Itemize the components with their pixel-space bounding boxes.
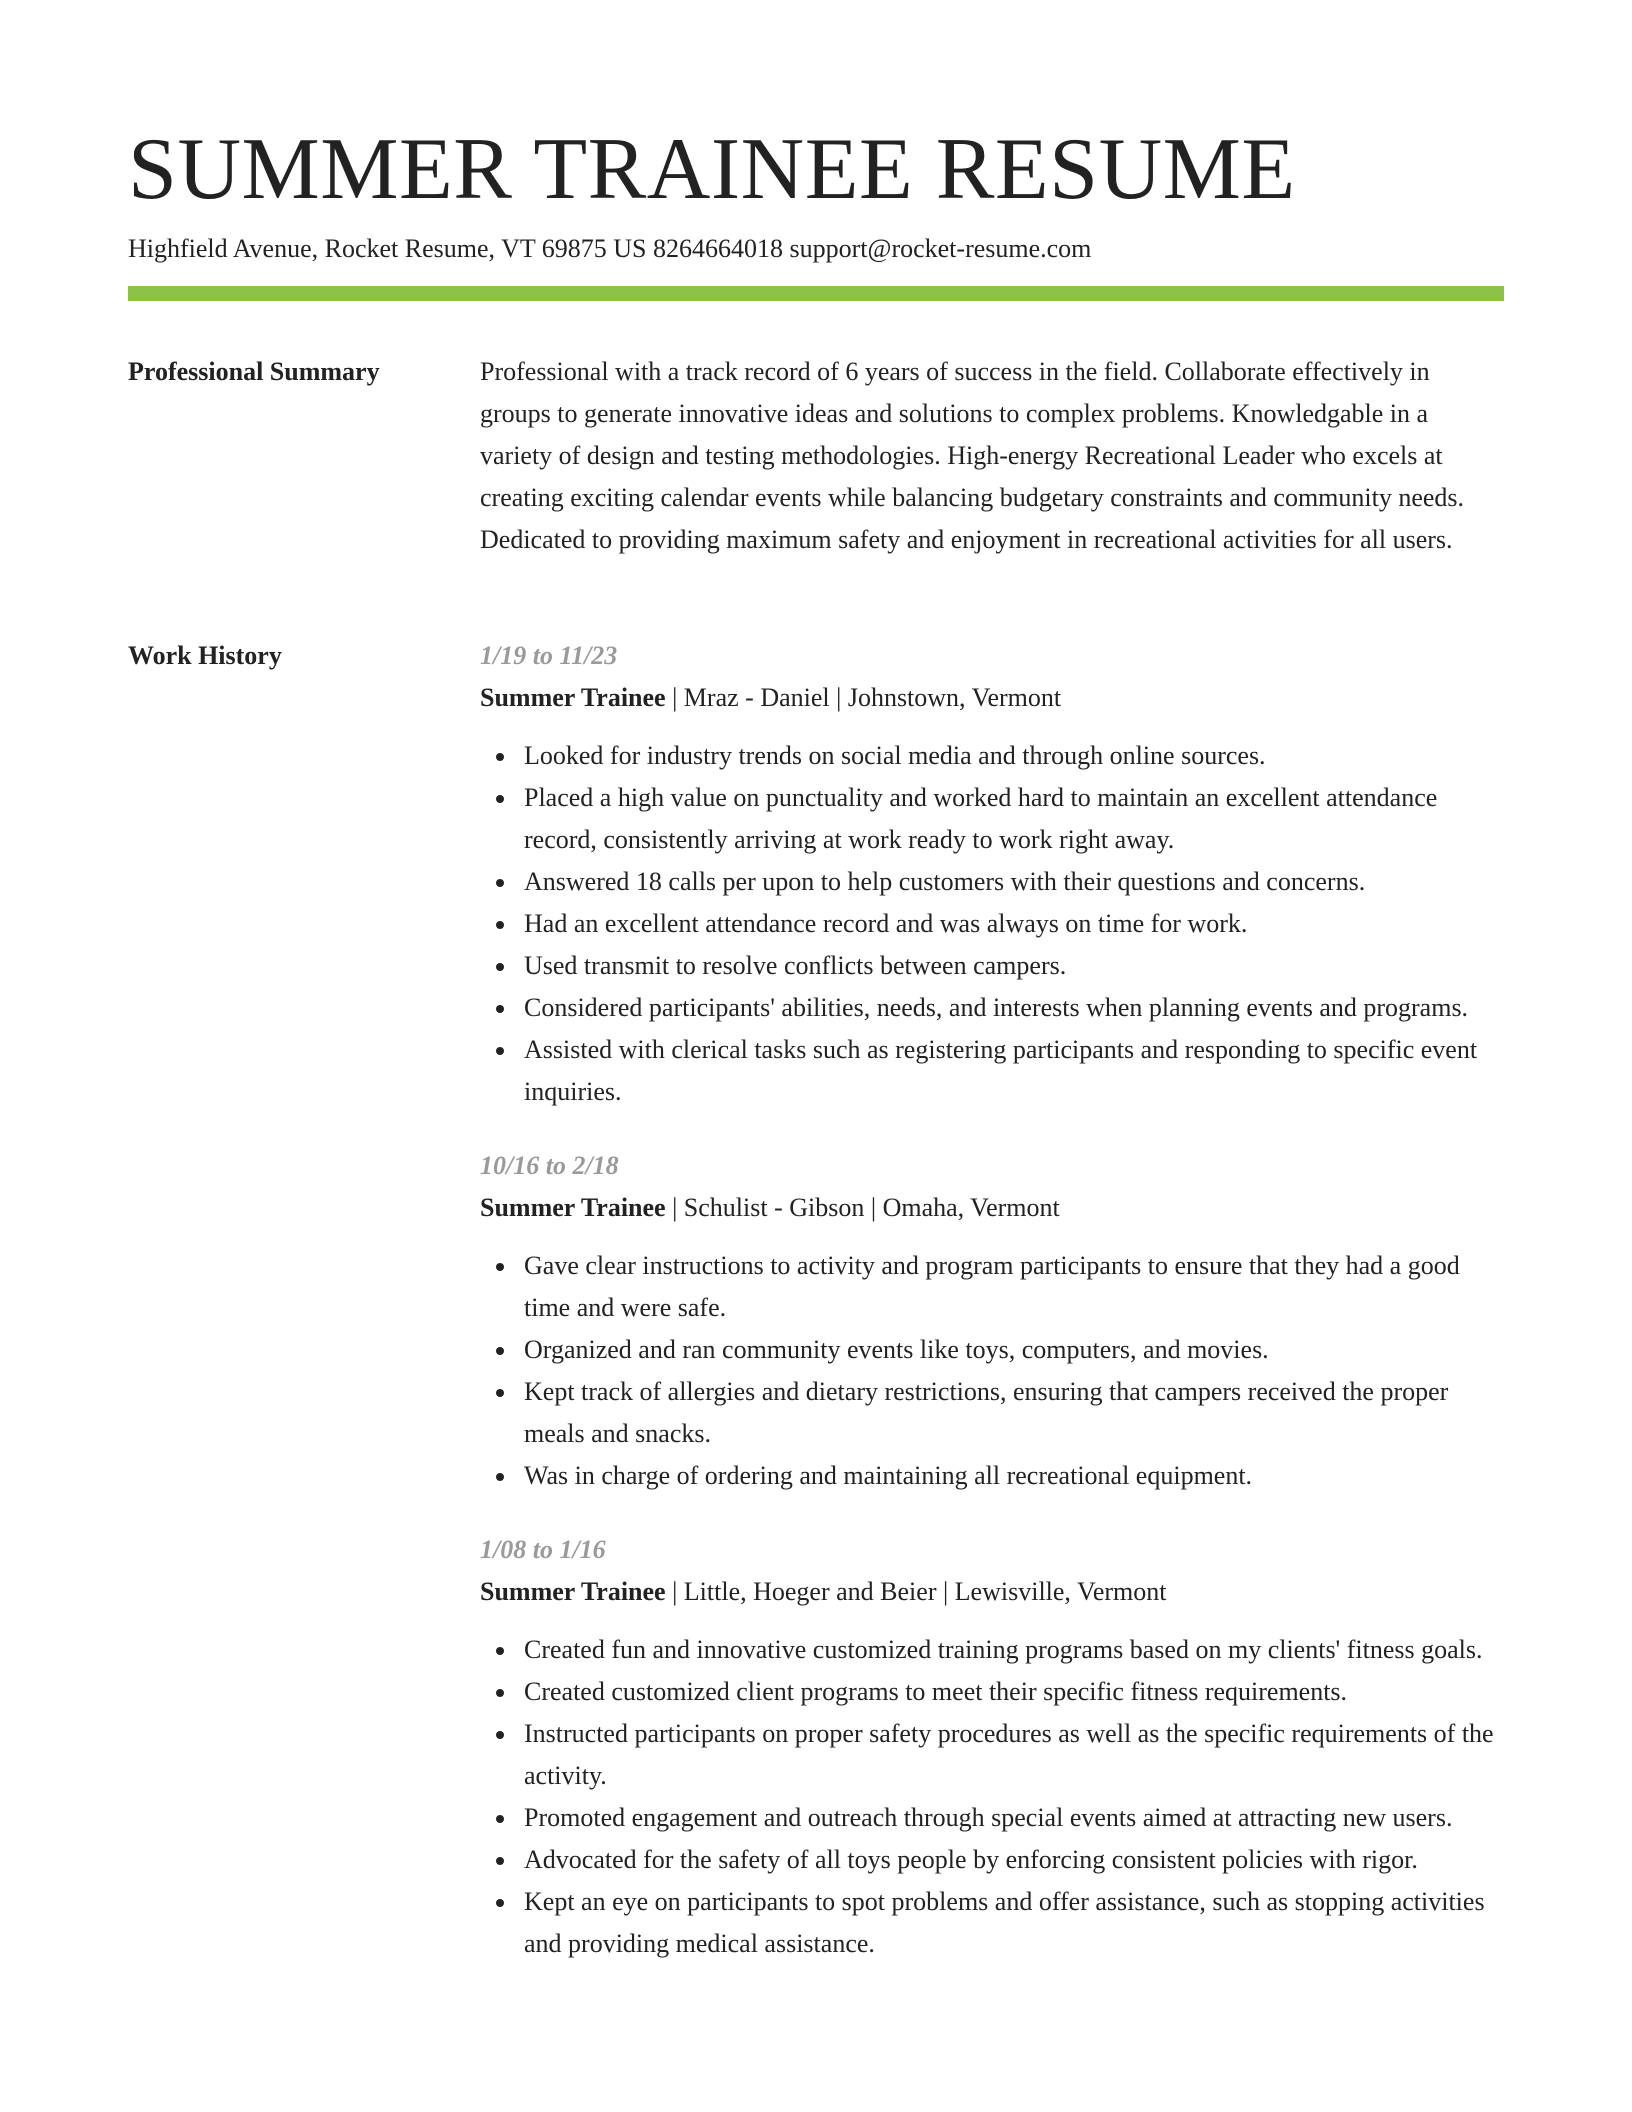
job-entry xyxy=(480,1145,1504,1497)
job-bullet-list xyxy=(480,1245,1504,1497)
job-bullet: Created fun and innovative customized training programs based on my clients' fitness goals. xyxy=(524,1629,1504,1671)
job-bullet: Created customized client programs to meet their specific fitness requirements. xyxy=(524,1671,1504,1713)
job-entry xyxy=(480,635,1504,1113)
job-bullet: Used transmit to resolve conflicts between campers. xyxy=(524,945,1504,987)
job-bullet: Was in charge of ordering and maintaining all recreational equipment. xyxy=(524,1455,1504,1497)
job-bullet: Promoted engagement and outreach through special events aimed at attracting new users. xyxy=(524,1797,1504,1839)
job-bullet: Looked for industry trends on social media and through online sources. xyxy=(524,735,1504,777)
resume-title: SUMMER TRAINEE RESUME xyxy=(128,121,1296,218)
summary-body xyxy=(480,351,1504,561)
job-dates: 1/08 to 1/16 xyxy=(480,1535,606,1564)
work-history-body xyxy=(480,635,1504,1997)
job-bullet: Kept an eye on participants to spot problems and offer assistance, such as stopping activities and providing medical assistance. xyxy=(524,1881,1504,1965)
job-bullet: Answered 18 calls per upon to help customers with their questions and concerns. xyxy=(524,861,1504,903)
job-bullet-list xyxy=(480,735,1504,1113)
job-bullet: Organized and ran community events like toys, computers, and movies. xyxy=(524,1329,1504,1371)
contact-line: Highfield Avenue, Rocket Resume, VT 69875 US 8264664018 support@rocket-resume.com xyxy=(128,234,1092,263)
job-title: Summer Trainee xyxy=(480,1577,666,1606)
job-bullet: Advocated for the safety of all toys people by enforcing consistent policies with rigor. xyxy=(524,1839,1504,1881)
job-employer-location: | Little, Hoeger and Beier | Lewisville, Vermont xyxy=(665,1577,1167,1606)
job-title: Summer Trainee xyxy=(480,1193,666,1222)
job-title-line xyxy=(480,1187,1504,1229)
job-bullet: Assisted with clerical tasks such as registering participants and responding to specific event inquiries. xyxy=(524,1029,1504,1113)
job-dates: 1/19 to 11/23 xyxy=(480,641,618,670)
job-bullet: Gave clear instructions to activity and program participants to ensure that they had a good time and were safe. xyxy=(524,1245,1504,1329)
job-dates: 10/16 to 2/18 xyxy=(480,1151,619,1180)
job-bullet: Considered participants' abilities, needs, and interests when planning events and programs. xyxy=(524,987,1504,1029)
section-label-summary: Professional Summary xyxy=(128,357,380,386)
job-title-line xyxy=(480,1571,1504,1613)
job-employer-location: | Mraz - Daniel | Johnstown, Vermont xyxy=(665,683,1062,712)
job-entry xyxy=(480,1529,1504,1965)
section-label-work-history: Work History xyxy=(128,641,282,670)
job-bullet-list xyxy=(480,1629,1504,1965)
job-bullet: Placed a high value on punctuality and worked hard to maintain an excellent attendance record, consistently arriving at work ready to work right away. xyxy=(524,777,1504,861)
summary-text: Professional with a track record of 6 years of success in the field. Collaborate effectively in groups to generate innovative ideas and solutions to complex problems. Knowledgable in a variety of design and testing methodologies. High-energy Recreational Leader who excels at creating exciting calendar events while balancing budgetary constraints and community needs. Dedicated to providing maximum safety and enjoyment in recreational activities for all users. xyxy=(480,357,1465,554)
job-title-line xyxy=(480,677,1504,719)
job-bullet: Had an excellent attendance record and was always on time for work. xyxy=(524,903,1504,945)
job-bullet: Kept track of allergies and dietary restrictions, ensuring that campers received the proper meals and snacks. xyxy=(524,1371,1504,1455)
job-bullet: Instructed participants on proper safety procedures as well as the specific requirements of the activity. xyxy=(524,1713,1504,1797)
accent-divider xyxy=(128,286,1504,301)
job-employer-location: | Schulist - Gibson | Omaha, Vermont xyxy=(665,1193,1060,1222)
job-title: Summer Trainee xyxy=(480,683,666,712)
